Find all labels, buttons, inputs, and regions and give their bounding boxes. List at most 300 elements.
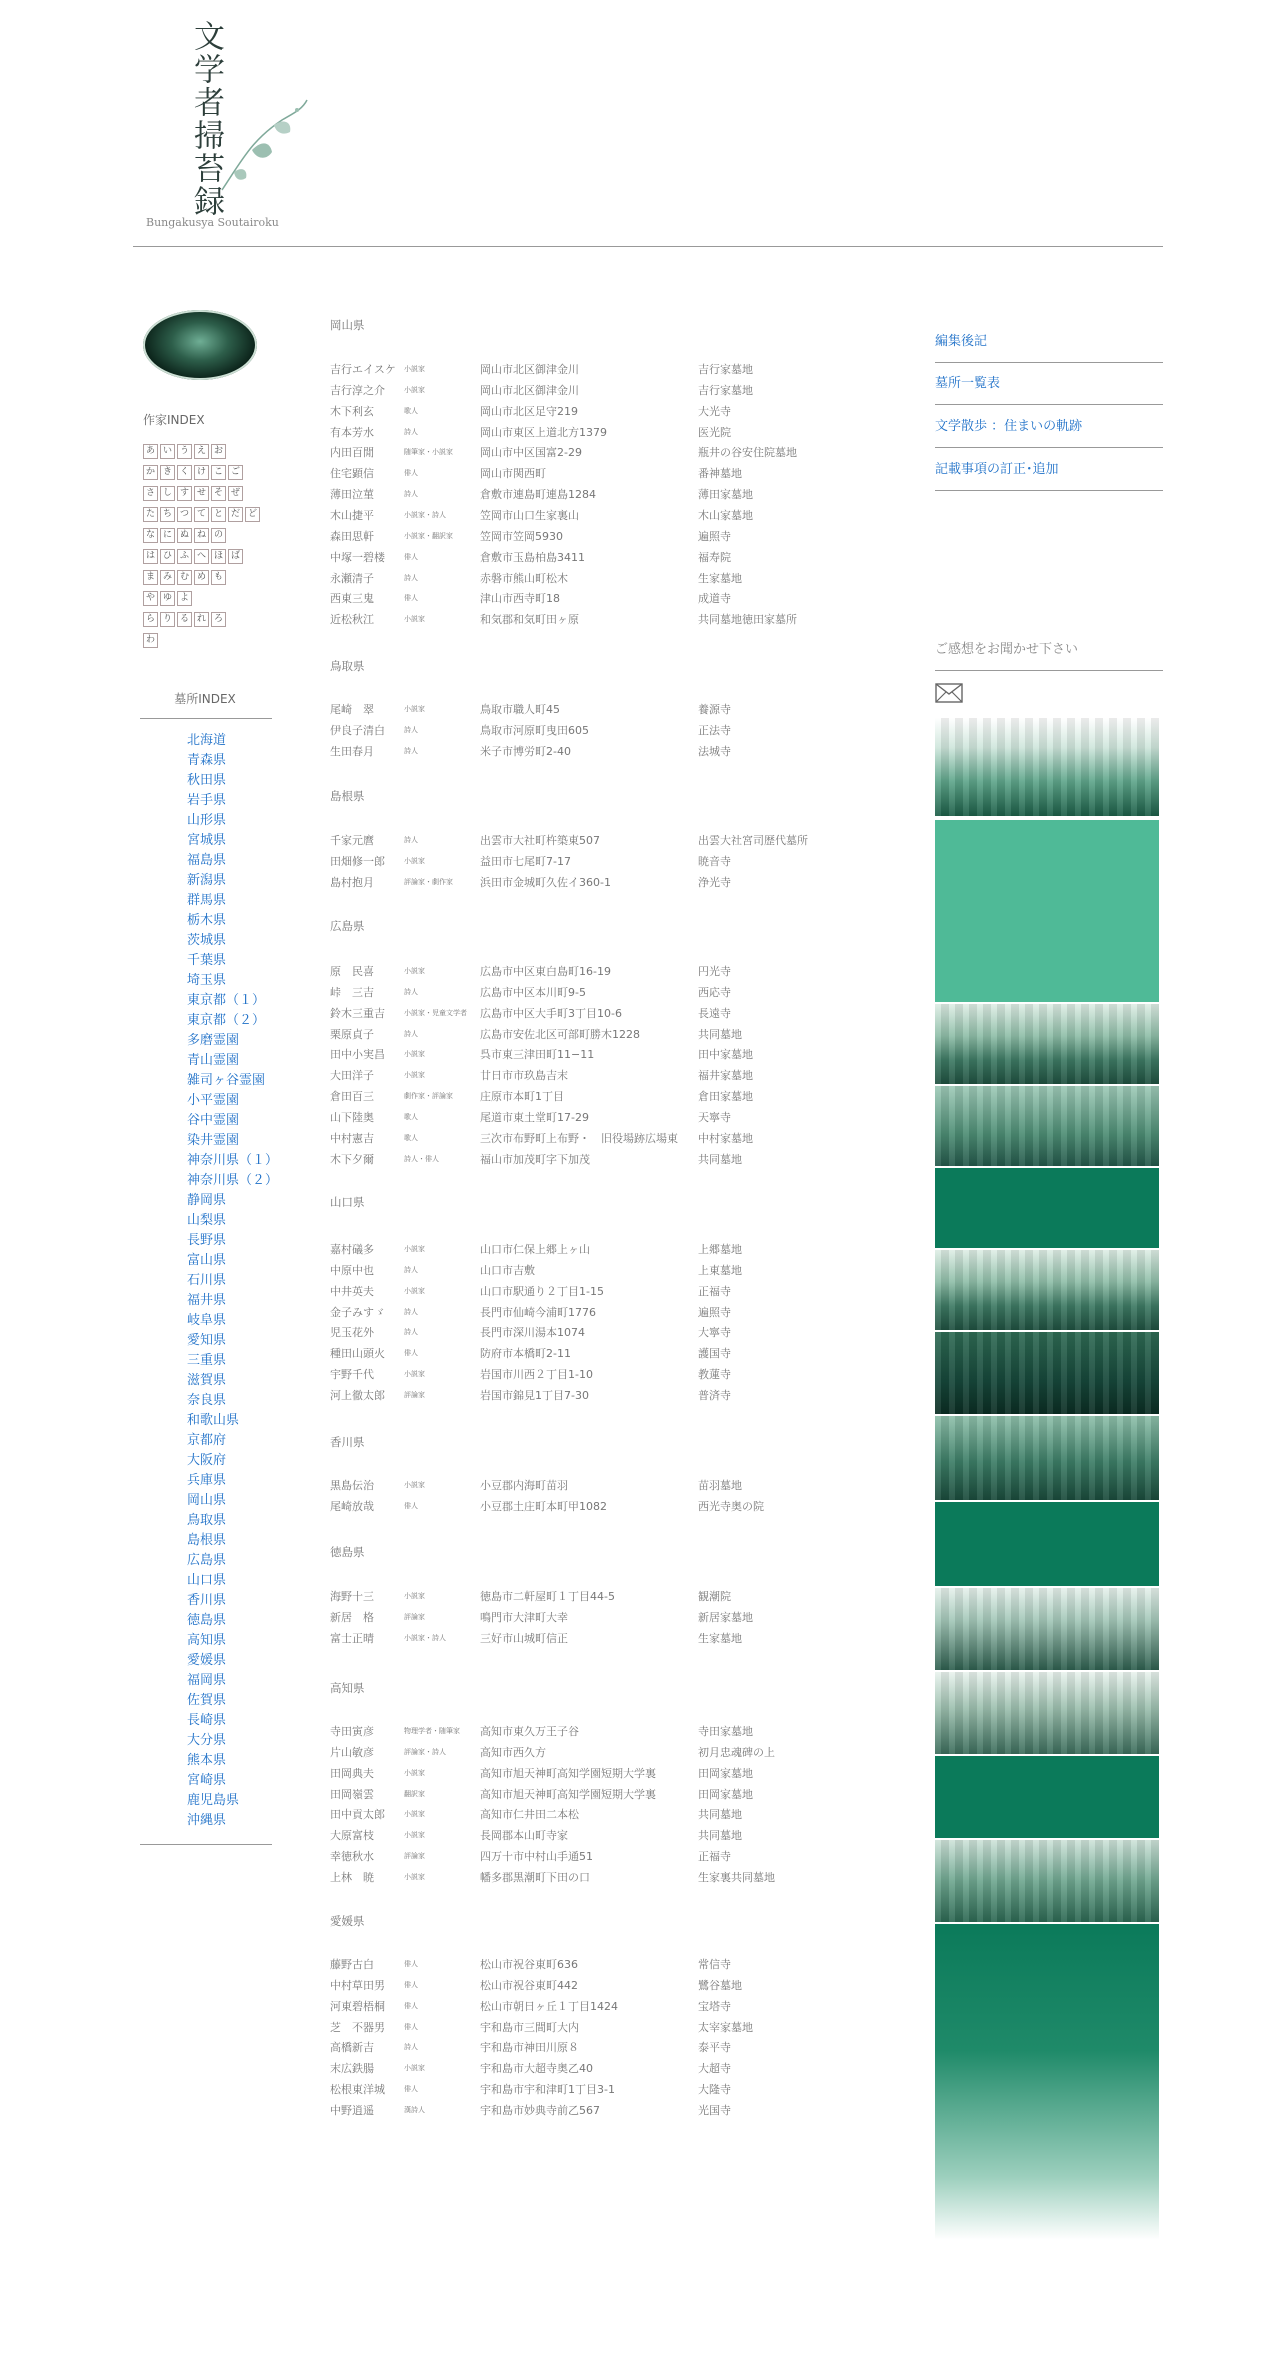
kana-row — [143, 528, 283, 546]
grave-place: 共同墓地 — [698, 1808, 742, 1822]
author-role: 小説家 — [404, 1370, 425, 1379]
grave-place: 天寧寺 — [698, 1110, 731, 1124]
grave-address: 倉敷市連島町連島1284 — [480, 488, 596, 502]
grave-place: 生家墓地 — [698, 571, 742, 585]
kana-link[interactable]: わ — [143, 633, 158, 648]
kana-row — [143, 549, 283, 567]
grave-place: 上郷墓地 — [698, 1243, 742, 1256]
author-role: 小説家 — [404, 856, 425, 865]
prefecture-link[interactable]: 奈良県 — [187, 1393, 227, 1408]
bosho-index-divider — [140, 718, 272, 719]
prefecture-link[interactable]: 青森県 — [187, 753, 227, 768]
kana-link[interactable]: せ — [194, 486, 209, 501]
prefecture-link[interactable]: 群馬県 — [187, 893, 227, 908]
kana-link[interactable]: ほ — [211, 549, 226, 564]
prefecture-link[interactable]: 高知県 — [187, 1633, 227, 1648]
prefecture-link[interactable]: 福井県 — [187, 1293, 227, 1308]
kana-link[interactable]: に — [160, 528, 175, 543]
prefecture-link[interactable]: 東京都（１） — [187, 993, 266, 1008]
kana-link[interactable]: ち — [160, 507, 175, 522]
author-name[interactable]: 海野十三 — [330, 1590, 374, 1603]
author-role: 俳人 — [404, 2001, 418, 2010]
grave-place: 遍照寺 — [698, 1305, 731, 1319]
grave-place: 薄田家墓地 — [698, 488, 753, 502]
author-name[interactable]: 富士正晴 — [330, 1631, 374, 1645]
author-name[interactable]: 田岡嶺雲 — [330, 1787, 374, 1801]
author-name[interactable]: 黒島伝治 — [330, 1479, 374, 1492]
grave-place: 大超寺 — [698, 2062, 731, 2076]
prefecture-link[interactable]: 島根県 — [187, 1533, 227, 1548]
kana-link[interactable]: え — [194, 444, 209, 459]
prefecture-link[interactable]: 栃木県 — [187, 913, 227, 928]
prefecture-link[interactable]: 徳島県 — [187, 1613, 227, 1628]
grave-address: 笠岡市笠岡5930 — [480, 529, 563, 543]
link-editor-notes[interactable] — [935, 320, 1163, 363]
prefecture-link[interactable]: 東京都（２） — [187, 1013, 266, 1028]
prefecture-link[interactable]: 福岡県 — [187, 1673, 227, 1688]
grave-address: 浜田市金城町久佐イ360-1 — [480, 875, 611, 889]
author-name[interactable]: 中村草田男 — [330, 1978, 385, 1992]
prefecture-link[interactable]: 和歌山県 — [187, 1413, 240, 1428]
author-role: 俳人 — [404, 2085, 418, 2094]
prefecture-link[interactable]: 宮城県 — [187, 833, 227, 848]
author-name[interactable]: 高橋新吉 — [330, 2041, 374, 2055]
grave-address: 福山市加茂町字下加茂 — [480, 1152, 590, 1166]
grave-address: 山口市仁保上郷上ヶ山 — [480, 1243, 590, 1256]
author-role: 小説家 — [404, 1831, 425, 1840]
author-name[interactable]: 吉行エイスケ — [330, 363, 396, 376]
kana-link[interactable]: け — [194, 465, 209, 480]
grave-place: 寺田家墓地 — [698, 1725, 753, 1738]
author-name[interactable]: 尾崎放哉 — [330, 1499, 374, 1513]
author-role: 小説家 — [404, 1810, 425, 1819]
kana-link[interactable]: へ — [194, 549, 209, 564]
author-role: 詩人 — [404, 490, 418, 499]
author-name[interactable]: 木下夕爾 — [330, 1152, 374, 1166]
kana-row — [143, 612, 283, 630]
author-name[interactable]: 松根東洋城 — [330, 2083, 385, 2097]
author-role: 小説家 — [404, 1768, 425, 1777]
author-role: 俳人 — [404, 469, 418, 478]
grave-place: 鷺谷墓地 — [698, 1978, 742, 1992]
grave-address: 三次市布野町上布野・ 旧役場跡広場東 — [480, 1131, 678, 1145]
grave-address: 長門市仙崎今浦町1776 — [480, 1305, 596, 1319]
grave-place: 正福寺 — [698, 1850, 731, 1864]
prefecture-link[interactable]: 北海道 — [187, 733, 227, 748]
author-name[interactable]: 中原中也 — [330, 1263, 374, 1277]
grave-address: 広島市中区本川町9-5 — [480, 985, 586, 999]
grave-place: 共同墓地 — [698, 1027, 742, 1041]
kana-link[interactable]: な — [143, 528, 158, 543]
grave-address: 山口市駅通り２丁目1-15 — [480, 1284, 604, 1298]
grave-address: 山口市吉敷 — [480, 1263, 535, 1277]
grave-address: 呉市東三津田町11−11 — [480, 1048, 595, 1062]
author-name[interactable]: 木下利玄 — [330, 404, 374, 418]
author-role: 小説家 — [404, 1245, 425, 1253]
link-grave-list[interactable] — [935, 362, 1163, 405]
green-panel — [935, 1168, 1159, 1248]
grave-address: 岩国市川西２丁目1-10 — [480, 1368, 593, 1382]
prefecture-link[interactable]: 神奈川県（２） — [187, 1173, 279, 1188]
kana-row — [143, 633, 283, 651]
grave-address: 赤磐市熊山町松木 — [480, 571, 568, 585]
author-name[interactable]: 千家元麿 — [330, 834, 374, 847]
author-role: 小説家 — [404, 365, 425, 373]
prefecture-link[interactable]: 山口県 — [187, 1573, 227, 1588]
grave-address: 米子市博労町2-40 — [480, 744, 571, 758]
grave-address: 笠岡市山口生家裏山 — [480, 508, 579, 522]
grave-place: 太宰家墓地 — [698, 2020, 753, 2034]
author-role: 評論家・劇作家 — [404, 877, 453, 886]
grave-address: 出雲市大社町杵築東507 — [480, 834, 600, 847]
grave-place: 円光寺 — [698, 965, 731, 978]
kana-link[interactable]: ま — [143, 570, 158, 585]
author-name[interactable]: 田畑修一郎 — [330, 854, 385, 868]
grave-place: 吉行家墓地 — [698, 363, 753, 376]
kana-link[interactable]: だ — [228, 507, 243, 522]
grave-place: 木山家墓地 — [698, 508, 753, 522]
prefecture-link[interactable]: 富山県 — [187, 1253, 227, 1268]
kana-link[interactable]: ね — [194, 528, 209, 543]
grave-place: 正福寺 — [698, 1284, 731, 1298]
prefecture-link[interactable]: 沖縄県 — [187, 1813, 227, 1828]
author-name[interactable]: 金子みすゞ — [330, 1305, 385, 1319]
author-name[interactable]: 中井英夫 — [330, 1284, 374, 1298]
grave-address: 長門市深川湯本1074 — [480, 1326, 585, 1340]
prefecture-link[interactable]: 三重県 — [187, 1353, 227, 1368]
grave-place: 生家裏共同墓地 — [698, 1870, 775, 1884]
grave-address: 岩国市錦見1丁目7-30 — [480, 1388, 589, 1402]
green-panel — [935, 1502, 1159, 1586]
grave-address: 広島市中区東白島町16-19 — [480, 965, 611, 978]
author-name[interactable]: 尾崎 翠 — [330, 703, 374, 716]
author-name[interactable]: 山下陸奥 — [330, 1110, 374, 1124]
author-name[interactable]: 内田百閒 — [330, 446, 374, 460]
grave-address: 松山市祝谷東町442 — [480, 1978, 578, 1992]
author-name[interactable]: 田中小実昌 — [330, 1048, 385, 1062]
author-name[interactable]: 倉田百三 — [330, 1090, 374, 1104]
grave-address: 岡山市北区御津金川 — [480, 363, 579, 376]
kana-link[interactable]: ら — [143, 612, 158, 627]
prefecture-link[interactable]: 染井霊園 — [187, 1133, 240, 1148]
author-name[interactable]: 田岡典夫 — [330, 1766, 374, 1780]
kana-link[interactable]: み — [160, 570, 175, 585]
prefecture-heading: 島根県 — [330, 789, 365, 803]
prefecture-link[interactable]: 宮崎県 — [187, 1773, 227, 1788]
author-role: 物理学者・随筆家 — [404, 1727, 460, 1735]
grave-place: 観潮院 — [698, 1590, 731, 1603]
grave-address: 益田市七尾町7-17 — [480, 854, 571, 868]
author-name[interactable]: 峠 三吉 — [330, 985, 374, 999]
prefecture-heading: 岡山県 — [330, 318, 365, 332]
author-name[interactable]: 有本芳水 — [330, 425, 374, 439]
grave-place: 福寿院 — [698, 550, 731, 564]
prefecture-link[interactable]: 石川県 — [187, 1273, 227, 1288]
author-name[interactable]: 河東碧梧桐 — [330, 1999, 385, 2013]
author-role: 小説家 — [404, 1286, 425, 1295]
logo-roman: Bungakusya Soutairoku — [146, 216, 279, 229]
prefecture-link[interactable]: 滋賀県 — [187, 1373, 227, 1388]
prefecture-link[interactable]: 山梨県 — [187, 1213, 227, 1228]
prefecture-link[interactable]: 熊本県 — [187, 1753, 227, 1768]
envelope-icon[interactable] — [935, 683, 963, 703]
author-name[interactable]: 田中貢太郎 — [330, 1808, 385, 1822]
grave-address: 宇和島市神田川原８ — [480, 2041, 579, 2055]
prefecture-link[interactable]: 岐阜県 — [187, 1313, 227, 1328]
author-name[interactable]: 住宅顕信 — [330, 467, 374, 481]
author-name[interactable]: 木山捷平 — [330, 508, 374, 522]
prefecture-link[interactable]: 山形県 — [187, 813, 227, 828]
kana-link[interactable]: た — [143, 507, 158, 522]
site-logo[interactable] — [140, 10, 310, 235]
prefecture-link[interactable]: 愛媛県 — [187, 1653, 227, 1668]
author-role: 小説家 — [404, 1050, 425, 1059]
author-role: 詩人・俳人 — [404, 1154, 439, 1163]
prefecture-heading: 鳥取県 — [330, 659, 365, 673]
kana-link[interactable]: よ — [177, 591, 192, 606]
kana-link[interactable]: ご — [228, 465, 243, 480]
kana-link[interactable]: ゆ — [160, 591, 175, 606]
green-panel — [935, 1756, 1159, 1838]
cemetery-photo — [935, 1588, 1159, 1670]
kana-link[interactable]: そ — [211, 486, 226, 501]
prefecture-link[interactable]: 多磨霊園 — [187, 1033, 240, 1048]
kana-link[interactable]: ふ — [177, 549, 192, 564]
author-name[interactable]: 生田春月 — [330, 744, 374, 758]
author-portrait — [143, 310, 257, 380]
grave-place: 大光寺 — [698, 404, 731, 418]
author-name[interactable]: 種田山頭火 — [330, 1347, 385, 1361]
author-name[interactable]: 西東三鬼 — [330, 592, 374, 606]
prefecture-link[interactable]: 神奈川県（１） — [187, 1153, 279, 1168]
kana-link[interactable]: ぜ — [228, 486, 243, 501]
kana-link[interactable]: ど — [245, 507, 260, 522]
author-name[interactable]: 原 民喜 — [330, 965, 374, 978]
kana-link[interactable]: や — [143, 591, 158, 606]
grave-place: 泰平寺 — [698, 2041, 731, 2055]
prefecture-link[interactable]: 兵庫県 — [187, 1473, 227, 1488]
prefecture-link[interactable]: 佐賀県 — [187, 1693, 227, 1708]
kana-link[interactable]: の — [211, 528, 226, 543]
kana-link[interactable]: あ — [143, 444, 158, 459]
kana-link[interactable]: か — [143, 465, 158, 480]
grave-place: 福井家墓地 — [698, 1069, 753, 1083]
grave-address: 津山市西寺町18 — [480, 592, 560, 606]
author-role: 漢詩人 — [404, 2105, 425, 2114]
grave-place: 新居家墓地 — [698, 1610, 753, 1624]
prefecture-link[interactable]: 長崎県 — [187, 1713, 227, 1728]
author-name[interactable]: 幸徳秋水 — [330, 1850, 374, 1864]
author-name[interactable]: 芝 不器男 — [330, 2020, 385, 2034]
author-role: 詩人 — [404, 1265, 418, 1274]
grave-address: 高知市東久万王子谷 — [480, 1725, 579, 1738]
kana-link[interactable]: は — [143, 549, 158, 564]
kana-row — [143, 444, 283, 462]
kana-link[interactable]: お — [211, 444, 226, 459]
prefecture-link[interactable]: 千葉県 — [187, 953, 227, 968]
kana-row — [143, 591, 283, 609]
kana-index — [143, 444, 283, 654]
author-name[interactable]: 島村抱月 — [330, 875, 374, 889]
prefecture-link[interactable]: 埼玉県 — [187, 973, 227, 988]
grave-address: 小豆郡土庄町本町甲1082 — [480, 1499, 607, 1513]
kana-link[interactable]: し — [160, 486, 175, 501]
author-role: 俳人 — [404, 1960, 418, 1968]
kana-link[interactable]: ひ — [160, 549, 175, 564]
author-name[interactable]: 嘉村礒多 — [330, 1243, 374, 1256]
prefecture-link[interactable]: 静岡県 — [187, 1193, 227, 1208]
kana-link[interactable]: き — [160, 465, 175, 480]
prefecture-link[interactable]: 広島県 — [187, 1553, 227, 1568]
author-role: 詩人 — [404, 1328, 418, 1337]
prefecture-link[interactable]: 谷中霊園 — [187, 1113, 240, 1128]
grave-place: 出雲大社宮司歴代墓所 — [698, 834, 808, 847]
prefecture-link[interactable]: 青山霊園 — [187, 1053, 240, 1068]
kana-link[interactable]: む — [177, 570, 192, 585]
grave-place: 西応寺 — [698, 985, 731, 999]
author-role: 詩人 — [404, 1029, 418, 1038]
author-name[interactable]: 大田洋子 — [330, 1069, 374, 1083]
kana-link[interactable]: さ — [143, 486, 158, 501]
grave-address: 鳥取市河原町曳田605 — [480, 723, 589, 737]
cemetery-photo — [935, 1250, 1159, 1330]
author-name[interactable]: 中村憲吉 — [330, 1131, 374, 1145]
author-role: 小説家・詩人 — [404, 510, 446, 519]
author-role: 小説家・翻訳家 — [404, 531, 453, 540]
grave-place: 田中家墓地 — [698, 1048, 753, 1062]
prefecture-link[interactable]: 雑司ヶ谷霊園 — [187, 1073, 266, 1088]
prefecture-link[interactable]: 愛知県 — [187, 1333, 227, 1348]
kana-link[interactable]: く — [177, 465, 192, 480]
grave-address: 広島市中区大手町3丁目10-6 — [480, 1006, 622, 1020]
author-role: 詩人 — [404, 427, 418, 436]
grave-place: 田岡家墓地 — [698, 1766, 753, 1780]
author-name[interactable]: 鈴木三重吉 — [330, 1006, 385, 1020]
prefecture-link[interactable]: 鹿児島県 — [187, 1793, 240, 1808]
kana-link[interactable]: こ — [211, 465, 226, 480]
author-name[interactable]: 伊良子清白 — [330, 723, 385, 737]
author-name[interactable]: 近松秋江 — [330, 613, 374, 627]
grave-address: 尾道市東土堂町17-29 — [480, 1110, 589, 1124]
author-name[interactable]: 新居 格 — [330, 1610, 374, 1624]
prefecture-link[interactable]: 秋田県 — [187, 773, 227, 788]
prefecture-heading: 高知県 — [330, 1681, 365, 1695]
grave-address: 三好市山城町信正 — [480, 1631, 568, 1645]
kana-link[interactable]: ば — [228, 549, 243, 564]
prefecture-link[interactable]: 大分県 — [187, 1733, 227, 1748]
grave-address: 岡山市中区国富2-29 — [480, 446, 582, 460]
link-literary-walk-label: 文学散歩 ：住まいの軌跡 — [935, 419, 1083, 434]
author-name[interactable]: 末広鉄腸 — [330, 2062, 374, 2076]
kana-link[interactable]: め — [194, 570, 209, 585]
author-role: 小説家 — [404, 1872, 425, 1881]
author-role: 俳人 — [404, 594, 418, 603]
prefecture-link[interactable]: 長野県 — [187, 1233, 227, 1248]
prefecture-link[interactable]: 岩手県 — [187, 793, 227, 808]
kana-link[interactable]: い — [160, 444, 175, 459]
grave-place: 大寧寺 — [698, 1326, 731, 1340]
author-name[interactable]: 森田思軒 — [330, 529, 374, 543]
cemetery-photo — [935, 718, 1159, 816]
author-role: 小説家 — [404, 385, 425, 394]
prefecture-link[interactable]: 福島県 — [187, 853, 227, 868]
prefecture-link[interactable]: 新潟県 — [187, 873, 227, 888]
kana-link[interactable]: す — [177, 486, 192, 501]
grave-address: 松山市祝谷東町636 — [480, 1958, 578, 1971]
author-name[interactable]: 吉行淳之介 — [330, 383, 385, 397]
grave-place: 光国寺 — [698, 2103, 731, 2117]
author-name[interactable]: 河上徹太郎 — [330, 1388, 385, 1402]
author-role: 随筆家・小説家 — [404, 448, 453, 457]
author-role: 小説家・詩人 — [404, 1633, 446, 1642]
grave-place: 共同墓地 — [698, 1829, 742, 1843]
prefecture-link[interactable]: 岡山県 — [187, 1493, 227, 1508]
prefecture-link[interactable]: 茨城県 — [187, 933, 227, 948]
prefecture-link[interactable]: 鳥取県 — [187, 1513, 227, 1528]
author-role: 詩人 — [404, 1307, 418, 1316]
prefecture-link[interactable]: 大阪府 — [187, 1453, 227, 1468]
grave-address: 廿日市市玖島吉末 — [480, 1069, 568, 1083]
author-name[interactable]: 中塚一碧楼 — [330, 550, 385, 564]
logo-text: 文学者掃苔録 — [188, 20, 224, 218]
kana-link[interactable]: う — [177, 444, 192, 459]
kana-link[interactable]: れ — [194, 612, 209, 627]
kana-link[interactable]: る — [177, 612, 192, 627]
prefecture-heading: 広島県 — [330, 919, 365, 933]
prefecture-heading: 愛媛県 — [330, 1914, 365, 1928]
grave-address: 倉敷市玉島柏島3411 — [480, 550, 585, 564]
author-role: 詩人 — [404, 836, 418, 844]
grave-address: 高知市仁井田二本松 — [480, 1808, 579, 1822]
prefecture-link[interactable]: 小平霊園 — [187, 1093, 240, 1108]
author-name[interactable]: 児玉花外 — [330, 1326, 374, 1340]
author-name[interactable]: 藤野古白 — [330, 1958, 374, 1971]
author-name[interactable]: 宇野千代 — [330, 1368, 374, 1382]
cemetery-photo — [935, 1332, 1159, 1414]
grave-place: 田岡家墓地 — [698, 1787, 753, 1801]
kana-link[interactable]: ぬ — [177, 528, 192, 543]
kana-link[interactable]: と — [211, 507, 226, 522]
kana-link[interactable]: り — [160, 612, 175, 627]
grave-place: 遍照寺 — [698, 529, 731, 543]
grave-place: 共同墓地 — [698, 1152, 742, 1166]
grave-place: 番神墓地 — [698, 467, 742, 481]
author-role: 評論家 — [404, 1612, 425, 1621]
kana-link[interactable]: て — [194, 507, 209, 522]
author-name[interactable]: 上林 暁 — [330, 1870, 374, 1884]
link-literary-walk[interactable] — [935, 405, 1163, 448]
grave-place: 正法寺 — [698, 723, 731, 737]
grave-place: 常信寺 — [698, 1958, 731, 1971]
author-name[interactable]: 寺田寅彦 — [330, 1725, 374, 1738]
photo-strip — [935, 718, 1159, 2240]
author-name[interactable]: 薄田泣菫 — [330, 488, 374, 502]
prefecture-link[interactable]: 香川県 — [187, 1593, 227, 1608]
grave-address: 宇和島市大超寺奥乙40 — [480, 2062, 593, 2076]
prefecture-link[interactable]: 京都府 — [187, 1433, 227, 1448]
author-name[interactable]: 片山敏彦 — [330, 1745, 374, 1759]
author-name[interactable]: 中野逍遥 — [330, 2103, 374, 2117]
author-name[interactable]: 永瀬清子 — [330, 571, 374, 585]
grave-place: 苗羽墓地 — [698, 1479, 742, 1492]
link-corrections[interactable] — [935, 448, 1163, 491]
grave-place: 法城寺 — [698, 744, 731, 758]
author-name[interactable]: 大原富枝 — [330, 1829, 374, 1843]
kana-link[interactable]: も — [211, 570, 226, 585]
kana-link[interactable]: ろ — [211, 612, 226, 627]
author-name[interactable]: 栗原貞子 — [330, 1027, 374, 1041]
kana-link[interactable]: つ — [177, 507, 192, 522]
